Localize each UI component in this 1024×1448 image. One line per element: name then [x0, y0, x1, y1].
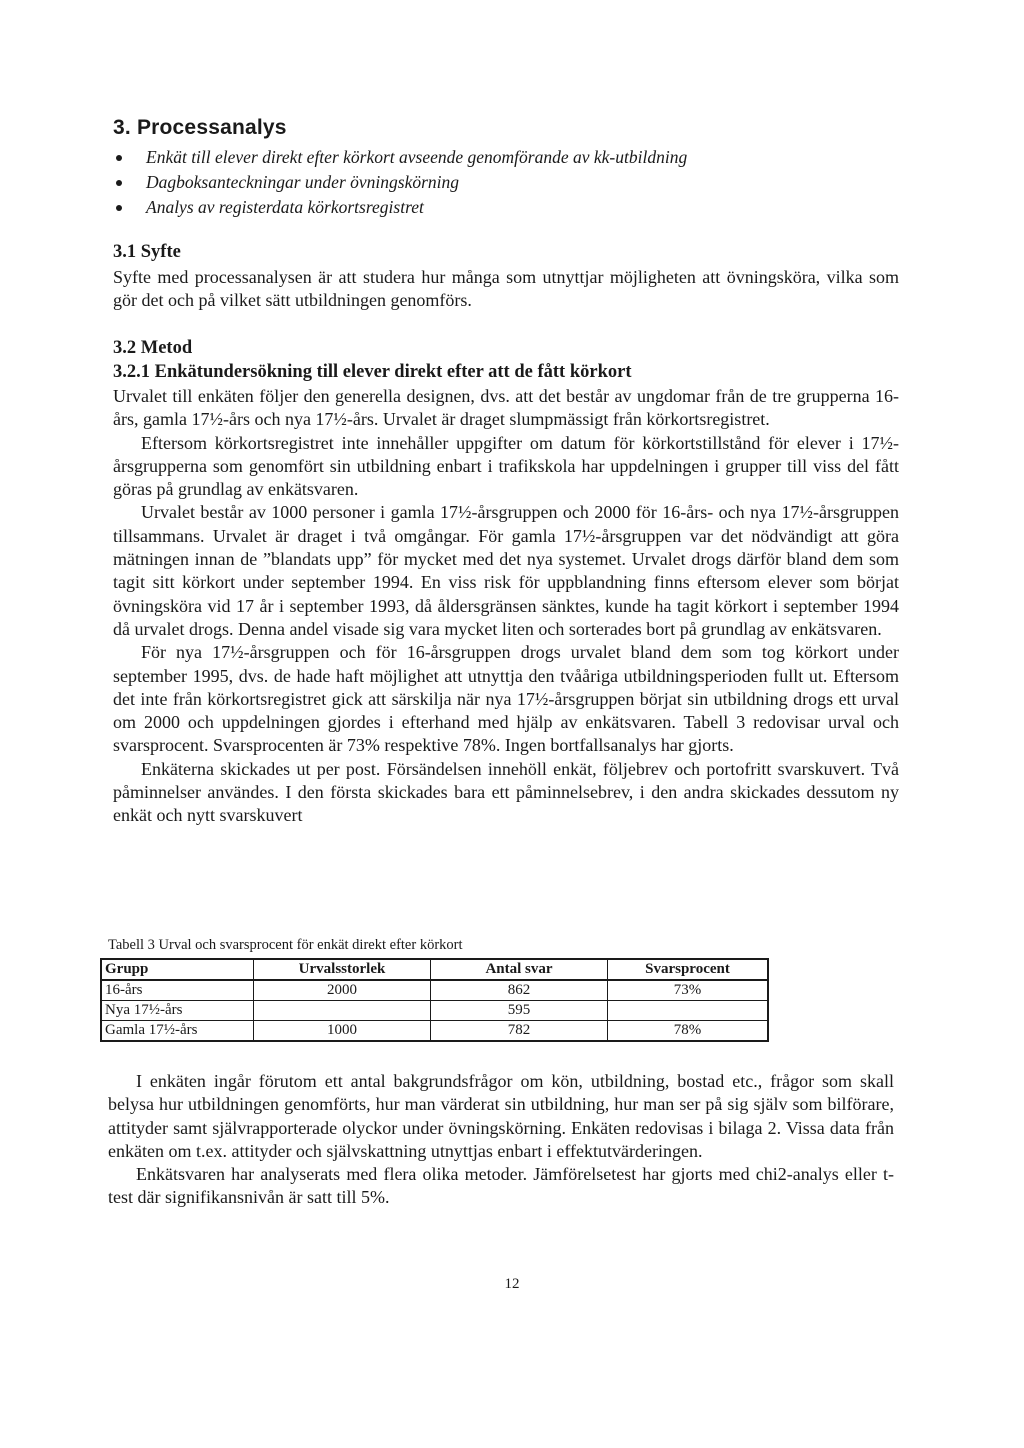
- paragraph-syfte: Syfte med processanalysen är att studera hur många som utnyttjar möjligheten att övningsköra, vilka som gör det och på vilket sätt utbildningen genomförs.: [113, 267, 899, 311]
- bullet-item: Enkät till elever direkt efter körkort avseende genomförande av kk-utbildning: [113, 145, 913, 170]
- paragraph: Eftersom körkortsregistret inte innehåller uppgifter om datum för körkortstillstånd för elever i 17½-årsgrupperna som genomfört sin utbildning enbart i trafikskola har uppdelningen i grupper till viss del fått göras på grundlag av enkätsvaren.: [113, 432, 899, 500]
- bullet-list: [113, 145, 913, 220]
- column-header: Grupp: [101, 959, 254, 980]
- table-row: [101, 1021, 768, 1042]
- table-header-row: [101, 959, 768, 980]
- subsection-heading-syfte: 3.1 Syfte: [113, 242, 181, 262]
- paragraph: Urvalet till enkäten följer den generella designen, dvs. att det består av ungdomar från de tre grupperna 16-års, gamla 17½-års och nya 17½-års. Urvalet är draget slumpmässigt från körkortsregistret.: [113, 386, 899, 430]
- paragraph: För nya 17½-årsgruppen och för 16-årsgruppen drogs urvalet bland dem som tog körkort under september 1995, dvs. de hade haft möjlighet att utnyttja den tvååriga utbildningsperioden fullt ut. Eftersom det inte från körkortsregistret gick att särskilja när nya 17½-årsgruppen börjat sin utbildning drogs ett urval om 2000 och uppdelningen gjordes i efterhand med hjälp av enkätsvaren. Tabell 3 redovisar urval och svarsprocent. Svarsprocenten är 73% respektive 78%. Ingen bortfallsanalys har gjorts.: [113, 642, 899, 756]
- section-heading: 3. Processanalys: [113, 116, 287, 139]
- table-cell: Gamla 17½-års: [101, 1021, 254, 1042]
- table-cell: 595: [431, 1001, 608, 1021]
- bullet-icon: [116, 180, 122, 186]
- data-table: [100, 958, 769, 1042]
- page-number: 12: [504, 1276, 520, 1292]
- table-cell: Nya 17½-års: [101, 1001, 254, 1021]
- table-cell: 16-års: [101, 980, 254, 1001]
- table-cell: [608, 1001, 769, 1021]
- bullet-icon: [116, 155, 122, 161]
- table-row: [101, 1001, 768, 1021]
- paragraph: Enkäterna skickades ut per post. Försändelsen innehöll enkät, följebrev och portofritt svarskuvert. Två påminnelser användes. I den första skickades bara ett påminnelsebrev, i den andra skickades dessutom ny enkät och nytt svarskuvert: [113, 758, 899, 826]
- table-cell: 2000: [254, 980, 431, 1001]
- subsection-heading-metod: 3.2 Metod: [113, 338, 193, 358]
- table-cell: 1000: [254, 1021, 431, 1042]
- table-cell: [254, 1001, 431, 1021]
- table-cell: 782: [431, 1021, 608, 1042]
- paragraph: Urvalet består av 1000 personer i gamla 17½-årsgruppen och 2000 för 16-års- och nya 17½-årsgruppen tillsammans. Urvalet är draget i två omgångar. För gamla 17½-årsgruppen var det nödvändigt att göra mätningen innan de ”blandats upp” för mycket med det nya systemet. Urvalet drogs därför bland dem som tagit sitt körkort under september 1994. En viss risk för uppblandning finns eftersom elever som börjat övningsköra vid 17 år i september 1993, då åldersgränsen sänktes, kunde ha tagit körkort i september 1994 då urvalet drogs. Denna andel visade sig vara mycket liten och sorterades bort på grundlag av enkätsvaren.: [113, 502, 899, 639]
- bullet-item: Dagboksanteckningar under övningskörning: [113, 170, 913, 195]
- bullet-item: Analys av registerdata körkortsregistret: [113, 195, 913, 220]
- column-header: Antal svar: [431, 959, 608, 980]
- method-text: [113, 385, 899, 828]
- subsubsection-heading: 3.2.1 Enkätundersökning till elever direkt efter att de fått körkort: [113, 362, 632, 382]
- after-table-text: [108, 1070, 894, 1210]
- table-cell: 78%: [608, 1021, 769, 1042]
- table-cell: 73%: [608, 980, 769, 1001]
- column-header: Urvalsstorlek: [254, 959, 431, 980]
- paragraph: Enkätsvaren har analyserats med flera olika metoder. Jämförelsetest har gjorts med chi2-analys eller t-test där signifikansnivån är satt till 5%.: [108, 1164, 894, 1208]
- table-cell: 862: [431, 980, 608, 1001]
- bullet-icon: [116, 205, 122, 211]
- table-row: [101, 980, 768, 1001]
- column-header: Svarsprocent: [608, 959, 769, 980]
- table-caption: Tabell 3 Urval och svarsprocent för enkät direkt efter körkort: [108, 937, 463, 953]
- paragraph: I enkäten ingår förutom ett antal bakgrundsfrågor om kön, utbildning, bostad etc., frågor som skall belysa hur utbildningen genomförts, hur man värderat sin utbildning, hur man ser på sig själv som bilförare, attityder samt självrapporterade olyckor under övningskörning. Enkäten redovisas i bilaga 2. Vissa data från enkäten om t.ex. attityder och självskattning utnyttjas enbart i effektutvärderingen.: [108, 1071, 894, 1161]
